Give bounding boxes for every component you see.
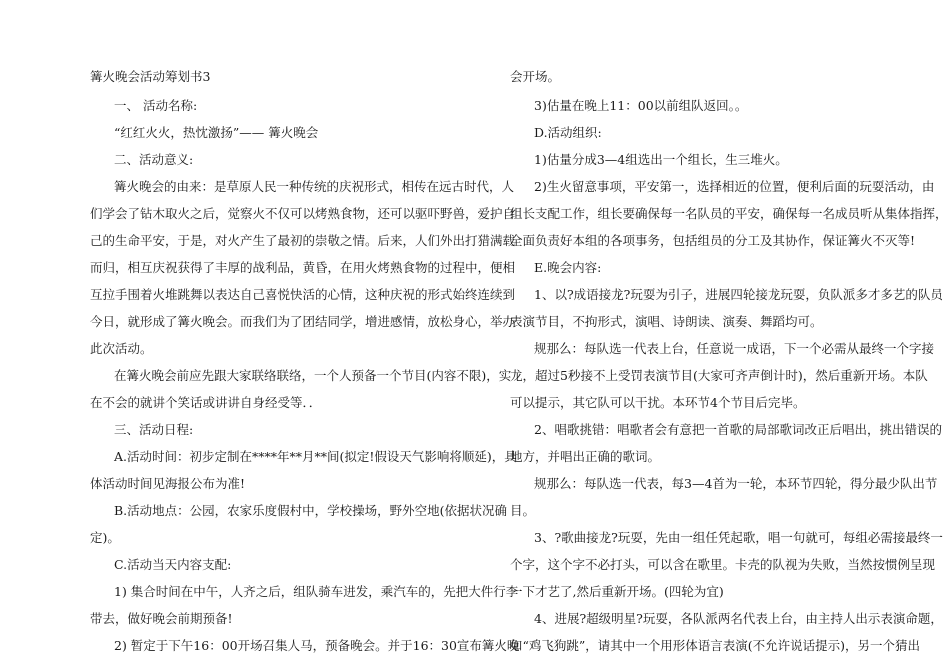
right-text-line: 1、以?成语接龙?玩耍为引子，进展四轮接龙玩耍，负队派多才多艺的队员: [534, 287, 943, 302]
left-text-line: B.活动地点：公园，农家乐度假村中，学校操场，野外空地(依据状况确: [114, 503, 508, 518]
right-text-line: 如“鸡飞狗跳”，请其中一个用形体语言表演(不允许说话提示)，另一个猜出: [510, 638, 921, 653]
right-text-line: 目。: [510, 503, 536, 518]
left-text-line: 带去，做好晚会前期预备!: [90, 611, 233, 626]
right-text-line: 规那么：每队选一代表，每3—4首为一轮，本环节四轮，得分最少队出节: [534, 476, 938, 491]
right-text-line: D.活动组织:: [534, 125, 602, 140]
left-text-line: A.活动时间：初步定制在****年**月**间(拟定!假设天气影响将顺延)，具: [114, 449, 517, 464]
right-text-line: 表演节目，不拘形式，演唱、诗朗读、演奏、舞蹈均可。: [510, 314, 823, 329]
right-text-line: 可以提示，其它队可以干扰。本环节4个节目后完毕。: [510, 395, 806, 410]
right-text-line: 一下才艺了,然后重新开场。(四轮为宜): [510, 584, 724, 599]
right-text-line: 4、进展?超级明星?玩耍，各队派两名代表上台，由主持人出示表演命题，: [534, 611, 943, 626]
left-text-line: 而归，相互庆祝获得了丰厚的战利品，黄昏，在用火烤熟食物的过程中，便相: [90, 260, 516, 275]
right-text-line: 全面负责好本组的各项事务，包括组员的分工及其协作，保证篝火不灭等!: [510, 233, 916, 248]
right-text-line: 2、唱歌挑错：唱歌者会有意把一首歌的局部歌词改正后唱出，挑出错误的: [534, 422, 942, 437]
left-text-line: 篝火晚会活动筹划书3: [90, 69, 211, 84]
left-text-line: 1) 集合时间在中午，人齐之后，组队骑车进发，乘汽车的，先把大件行李: [114, 584, 519, 599]
right-text-line: 1)估量分成3—4组选出一个组长，生三堆火。: [534, 152, 788, 167]
left-text-line: 2) 暂定于下午16：00开场召集人马，预备晚会。并于16：30宣布篝火晚: [114, 638, 520, 653]
left-text-line: 己的生命平安，于是，对火产生了最初的崇敬之情。后来，人们外出打猎满载: [90, 233, 516, 248]
right-text-line: 会开场。: [510, 69, 561, 84]
left-text-line: C.活动当天内容支配:: [114, 557, 232, 572]
right-text-line: 组长支配工作，组长要确保每一名队员的平安，确保每一名成员听从集体指挥，: [510, 206, 948, 221]
left-text-line: “红红火火，热忱激扬”—— 篝火晚会: [114, 125, 319, 140]
left-text-line: 互拉手围着火堆跳舞以表达自己喜悦快活的心情，这种庆祝的形式始终连续到: [90, 287, 516, 302]
left-text-line: 们学会了钻木取火之后，觉察火不仅可以烤熟食物，还可以驱吓野兽，爱护自: [90, 206, 516, 221]
right-text-line: 3)估量在晚上11：00以前组队返回。。: [534, 98, 748, 113]
right-text-line: 个字，这个字不必打头，可以含在歌里。卡壳的队视为失败，当然按惯例呈现: [510, 557, 936, 572]
left-text-line: 今日，就形成了篝火晚会。而我们为了团结同学，增进感情，放松身心，举办: [90, 314, 516, 329]
left-text-line: 体活动时间见海报公布为准!: [90, 476, 246, 491]
right-text-line: 2)生火留意事项，平安第一，选择相近的位置，便利后面的玩耍活动，由: [534, 179, 935, 194]
right-text-line: 地方，并唱出正确的歌词。: [510, 449, 661, 464]
left-text-line: 三、活动日程:: [114, 422, 194, 437]
left-text-line: 二、活动意义:: [114, 152, 194, 167]
right-text-line: 3、?歌曲接龙?玩耍，先由一组任凭起歌，唱一句就可，每组必需接最终一: [534, 530, 943, 545]
left-text-line: 一、 活动名称:: [114, 98, 198, 113]
left-text-line: 在篝火晚会前应先跟大家联络联络，一个人预备一个节目(内容不限)，实: [114, 368, 512, 383]
left-text-line: 定)。: [90, 530, 120, 545]
right-text-line: 龙，超过5秒接不上受罚表演节目(大家可齐声倒计时)，然后重新开场。本队: [510, 368, 928, 383]
right-text-line: 规那么：每队选一代表上台，任意说一成语，下一个必需从最终一个字接: [534, 341, 935, 356]
left-text-line: 篝火晚会的由来：是草原人民一种传统的庆祝形式，相传在远古时代，人: [114, 179, 515, 194]
left-text-line: 在不会的就讲个笑话或讲讲自身经受等．．: [90, 395, 322, 410]
right-text-line: E.晚会内容:: [534, 260, 602, 275]
left-text-line: 此次活动。: [90, 341, 153, 356]
